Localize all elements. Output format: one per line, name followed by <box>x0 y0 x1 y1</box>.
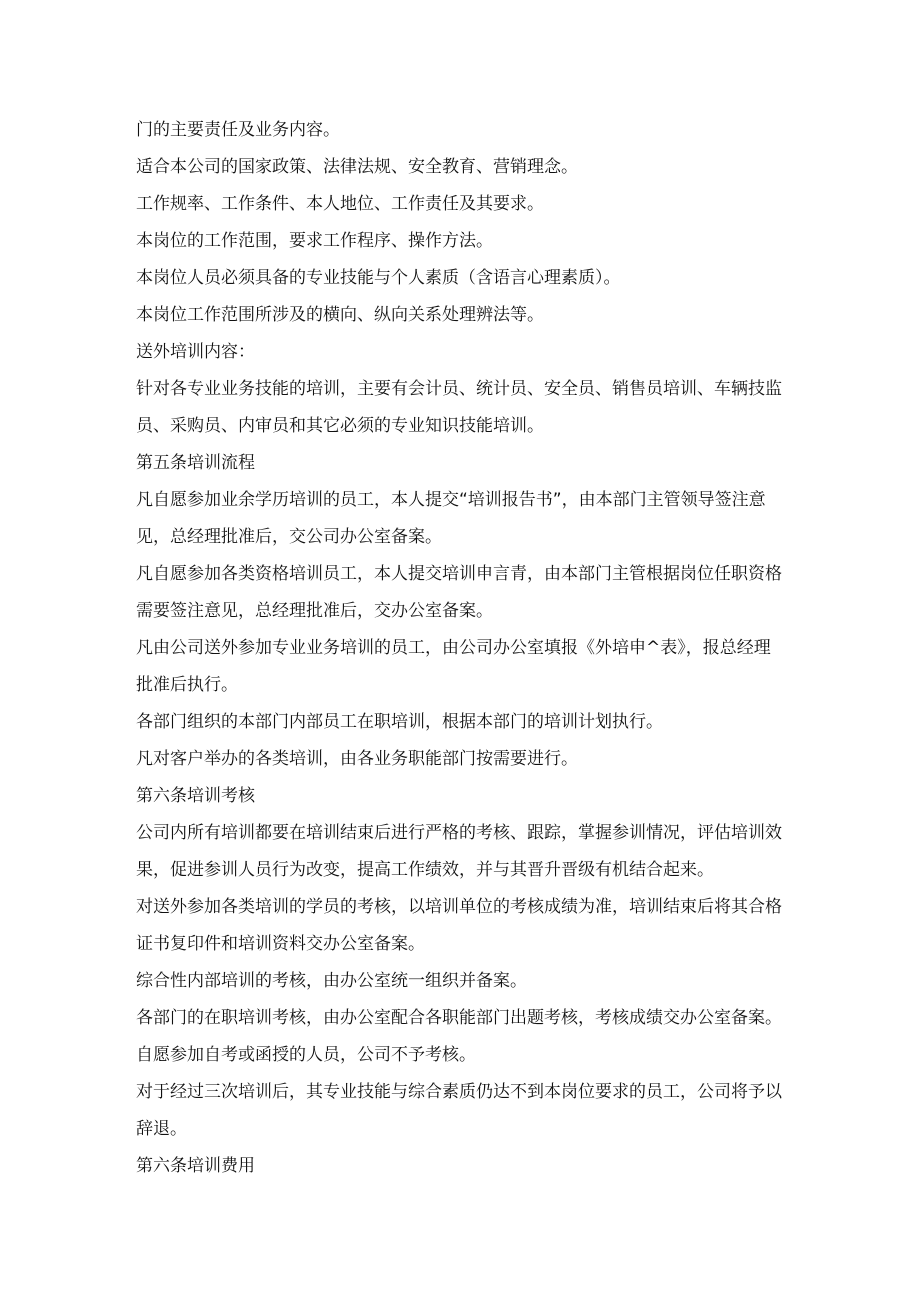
paragraph-line: 员、采购员、内审员和其它必须的专业知识技能培训。 <box>136 416 544 436</box>
paragraph <box>136 297 798 334</box>
paragraph <box>136 556 798 630</box>
paragraph <box>136 778 798 815</box>
paragraph <box>136 1000 798 1037</box>
paragraph <box>136 482 798 556</box>
paragraph <box>136 334 798 371</box>
paragraph <box>136 1148 798 1185</box>
document-body <box>136 112 798 1185</box>
paragraph-line: 自愿参加自考或函授的人员，公司不予考核。 <box>136 1045 476 1065</box>
paragraph-line: 工作规率、工作条件、本人地位、工作责任及其要求。 <box>136 194 544 214</box>
paragraph-line: 门的主要责任及业务内容。 <box>136 120 340 140</box>
paragraph-line: 公司内所有培训都要在培训结束后进行严格的考核、跟踪，掌握参训情况，评估培训效 <box>136 823 782 843</box>
paragraph-line: 综合性内部培训的考核，由办公室统一组织并备案。 <box>136 971 527 991</box>
paragraph <box>136 1074 798 1148</box>
paragraph-line: 证书复印件和培训资料交办公室备案。 <box>136 934 425 954</box>
paragraph-line: 适合本公司的国家政策、法律法规、安全教育、营销理念。 <box>136 157 578 177</box>
paragraph <box>136 630 798 704</box>
paragraph-line: 第六条培训考核 <box>136 786 255 806</box>
paragraph-line: 各部门组织的本部门内部员工在职培训，根据本部门的培训计划执行。 <box>136 712 663 732</box>
paragraph-line: 各部门的在职培训考核，由办公室配合各职能部门出题考核，考核成绩交办公室备案。 <box>136 1008 782 1028</box>
paragraph-line: 对于经过三次培训后，其专业技能与综合素质仍达不到本岗位要求的员工，公司将予以 <box>136 1082 782 1102</box>
paragraph <box>136 889 798 963</box>
paragraph-line: 本岗位的工作范围，要求工作程序、操作方法。 <box>136 231 493 251</box>
paragraph <box>136 704 798 741</box>
paragraph-line: 批准后执行。 <box>136 675 238 695</box>
paragraph-line: 凡自愿参加业余学历培训的员工，本人提交“培训报告书”，由本部门主管领导签注意 <box>136 490 766 510</box>
paragraph <box>136 815 798 889</box>
paragraph <box>136 112 798 149</box>
paragraph-line: 见，总经理批准后，交公司办公室备案。 <box>136 527 442 547</box>
paragraph-line: 辞退。 <box>136 1119 187 1139</box>
paragraph <box>136 149 798 186</box>
paragraph-line: 果，促进参训人员行为改变，提高工作绩效，并与其晋升晋级有机结合起来。 <box>136 860 714 880</box>
paragraph <box>136 223 798 260</box>
paragraph <box>136 186 798 223</box>
paragraph-line: 本岗位工作范围所涉及的横向、纵向关系处理辨法等。 <box>136 305 544 325</box>
paragraph <box>136 260 798 297</box>
paragraph-line: 凡由公司送外参加专业业务培训的员工，由公司办公室填报《外培申^表》，报总经理 <box>136 638 771 658</box>
paragraph-line: 第六条培训费用 <box>136 1156 255 1176</box>
paragraph <box>136 963 798 1000</box>
paragraph <box>136 445 798 482</box>
paragraph-line: 针对各专业业务技能的培训，主要有会计员、统计员、安全员、销售员培训、车辆技监 <box>136 379 782 399</box>
paragraph-line: 需要签注意见，总经理批准后，交办公室备案。 <box>136 601 493 621</box>
paragraph-line: 凡自愿参加各类资格培训员工，本人提交培训申言青，由本部门主管根据岗位任职资格 <box>136 564 782 584</box>
paragraph-line: 送外培训内容： <box>136 342 255 362</box>
paragraph <box>136 1037 798 1074</box>
paragraph-line: 对送外参加各类培训的学员的考核，以培训单位的考核成绩为准，培训结束后将其合格 <box>136 897 782 917</box>
paragraph-line: 本岗位人员必须具备的专业技能与个人素质（含语言心理素质）。 <box>136 268 621 288</box>
paragraph-line: 第五条培训流程 <box>136 453 255 473</box>
paragraph <box>136 371 798 445</box>
paragraph-line: 凡对客户举办的各类培训，由各业务职能部门按需要进行。 <box>136 749 578 769</box>
paragraph <box>136 741 798 778</box>
